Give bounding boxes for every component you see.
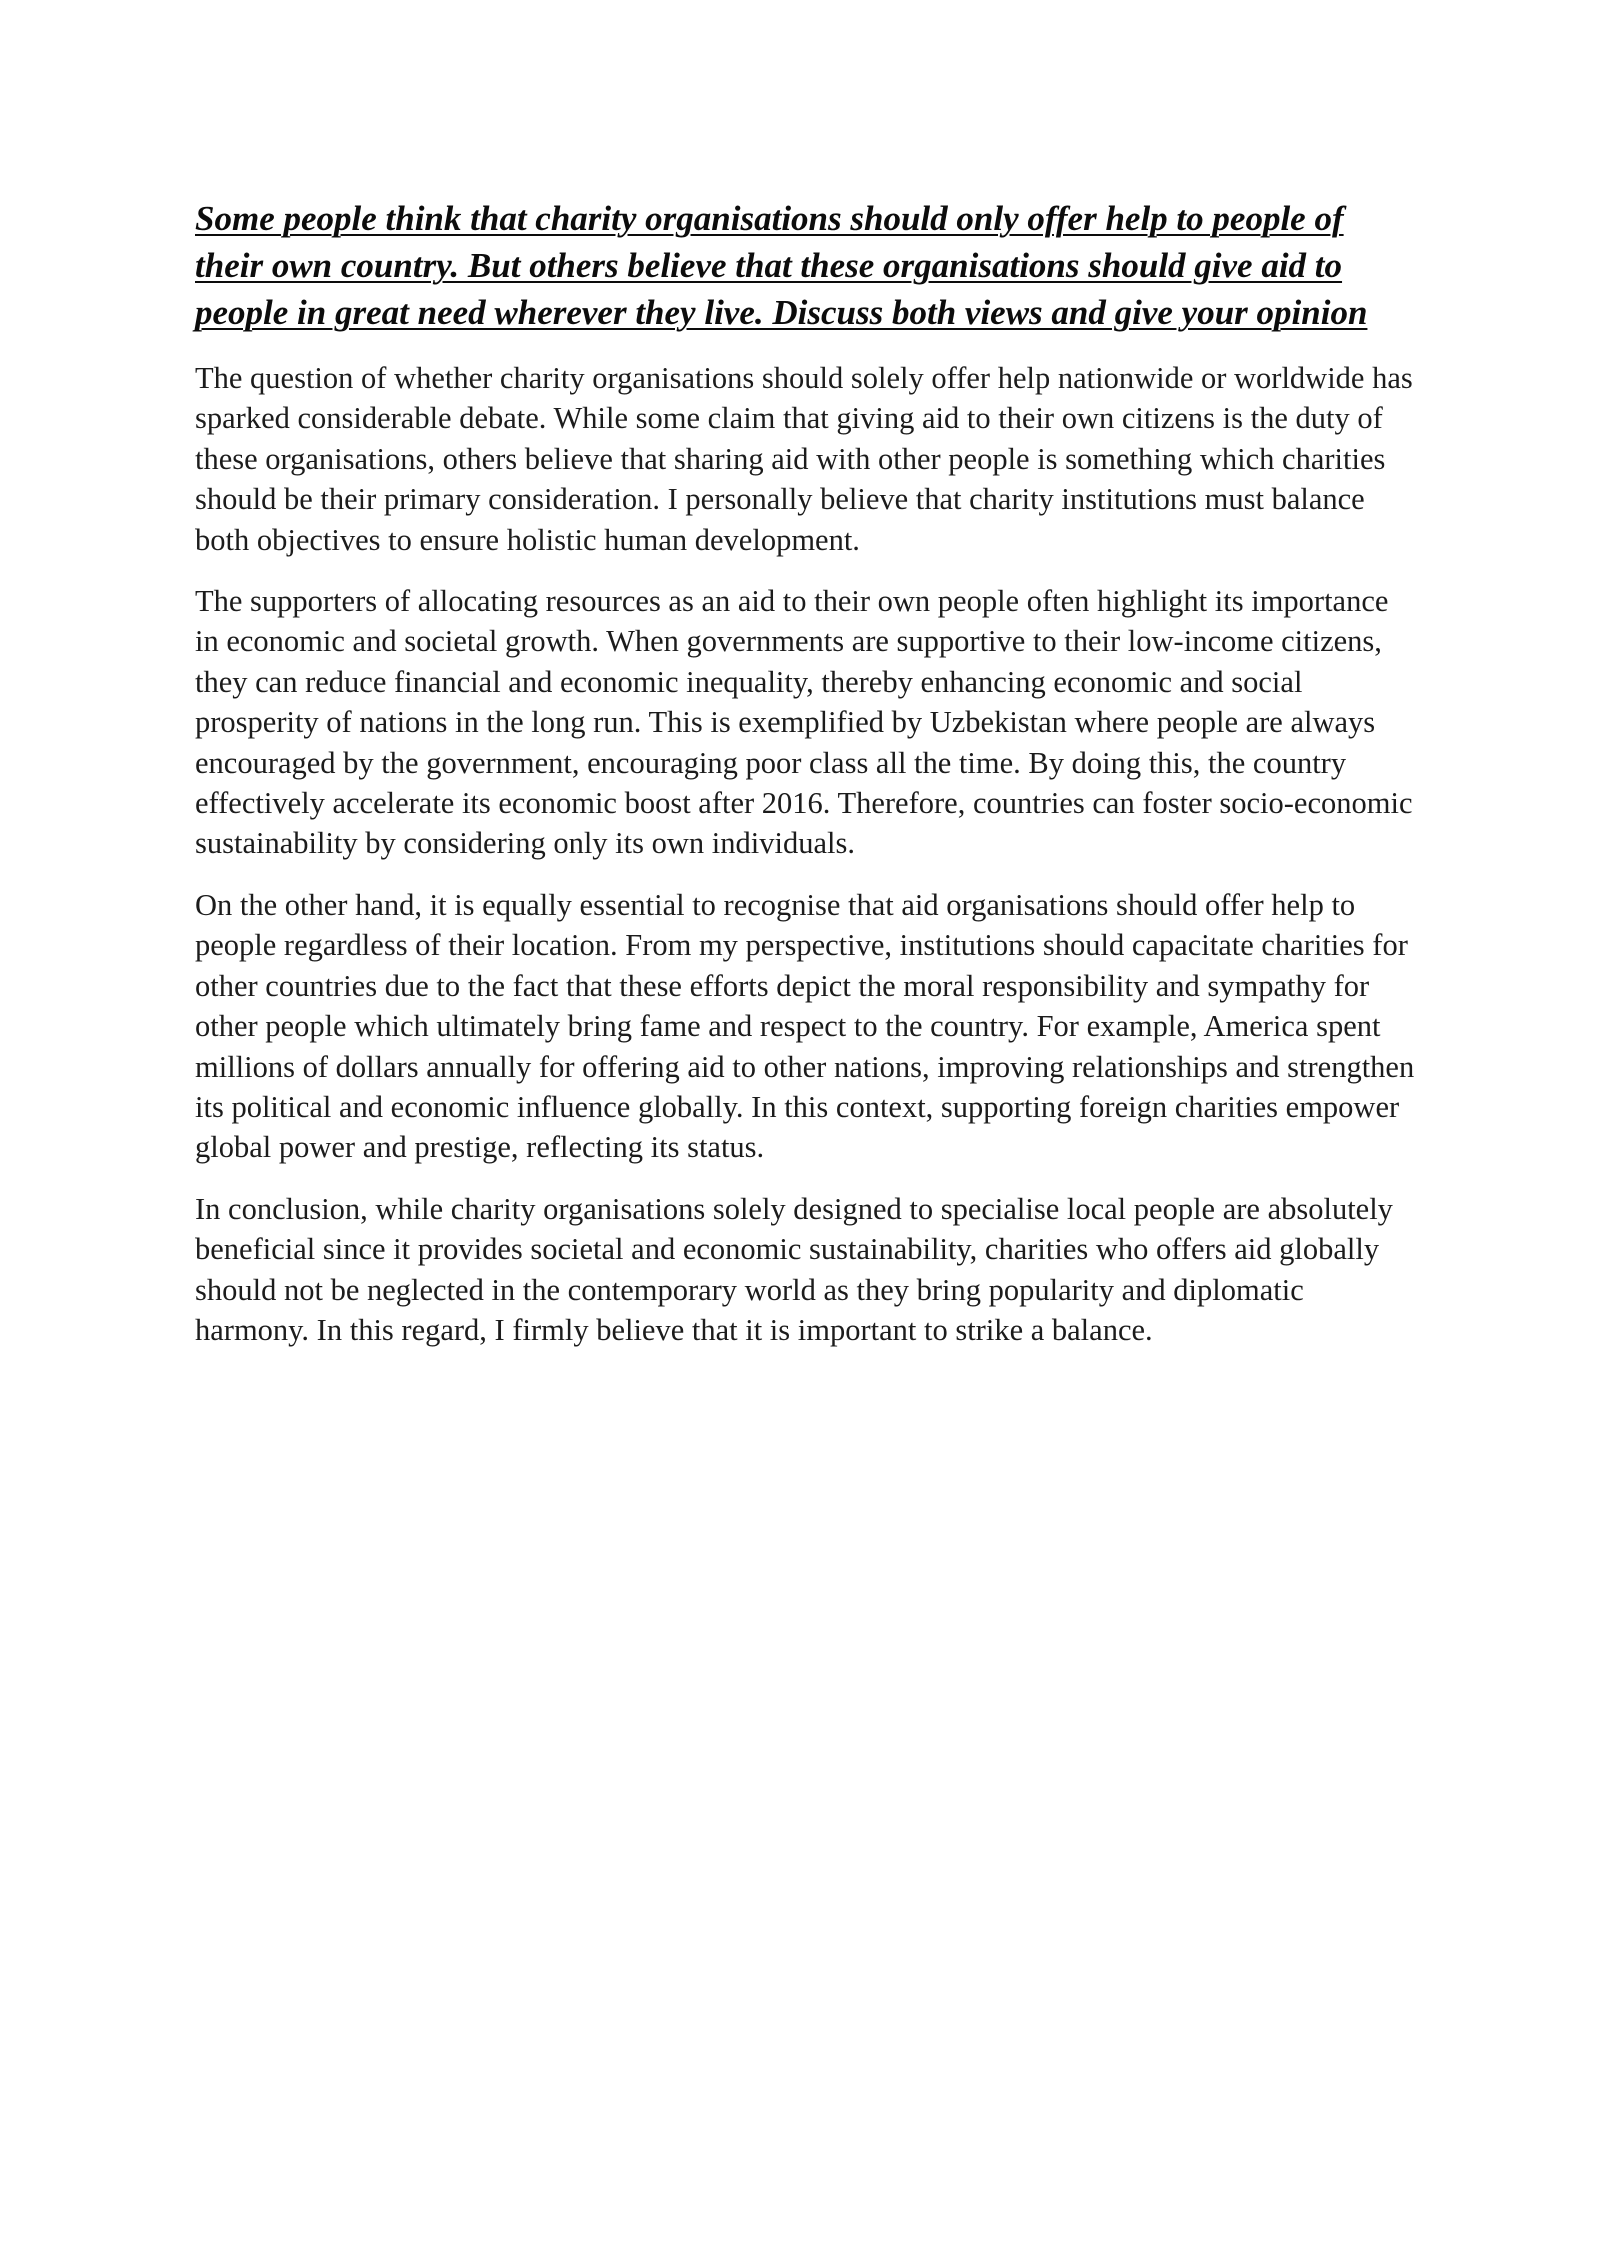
paragraph-introduction: The question of whether charity organisations should solely offer help nationwide or worldwide has sparked considerable debate. While some claim that giving aid to their own citizens is the duty of these organisations, others believe that sharing aid with other people is something which charities should be their primary consideration. I personally believe that charity institutions must balance both objectives to ensure holistic human development. xyxy=(195,361,1413,557)
paragraph-body-two: On the other hand, it is equally essential to recognise that aid organisations should offer help to people regardless of their location. From my perspective, institutions should capacitate charities for other countries due to the fact that these efforts depict the moral responsibility and sympathy for other people which ultimately bring fame and respect to the country. For example, America spent millions of dollars annually for offering aid to other nations, improving relationships and strengthen its political and economic influence globally. In this context, supporting foreign charities empower global power and prestige, reflecting its status. xyxy=(195,887,1415,1165)
paragraph-conclusion: In conclusion, while charity organisations solely designed to specialise local people are absolutely beneficial since it provides societal and economic sustainability, charities who offers aid globally should not be neglected in the contemporary world as they bring popularity and diplomatic harmony. In this regard, I firmly believe that it is important to strike a balance. xyxy=(195,1191,1393,1347)
paragraph-body-one: The supporters of allocating resources as an aid to their own people often highlight its importance in economic and societal growth. When governments are supportive to their low-income citizens, they can reduce financial and economic inequality, thereby enhancing economic and social prosperity of nations in the long run. This is exemplified by Uzbekistan where people are always encouraged by the government, encouraging poor class all the time. By doing this, the country effectively accelerate its economic boost after 2016. Therefore, countries can foster socio-economic sustainability by considering only its own individuals. xyxy=(195,584,1413,861)
essay-prompt-title: Some people think that charity organisations should only offer help to people of their own country. But others believe that these organisations should give aid to people in great need wherever they live. Discuss both views and give your opinion xyxy=(195,199,1368,332)
essay-body xyxy=(195,195,1415,1371)
